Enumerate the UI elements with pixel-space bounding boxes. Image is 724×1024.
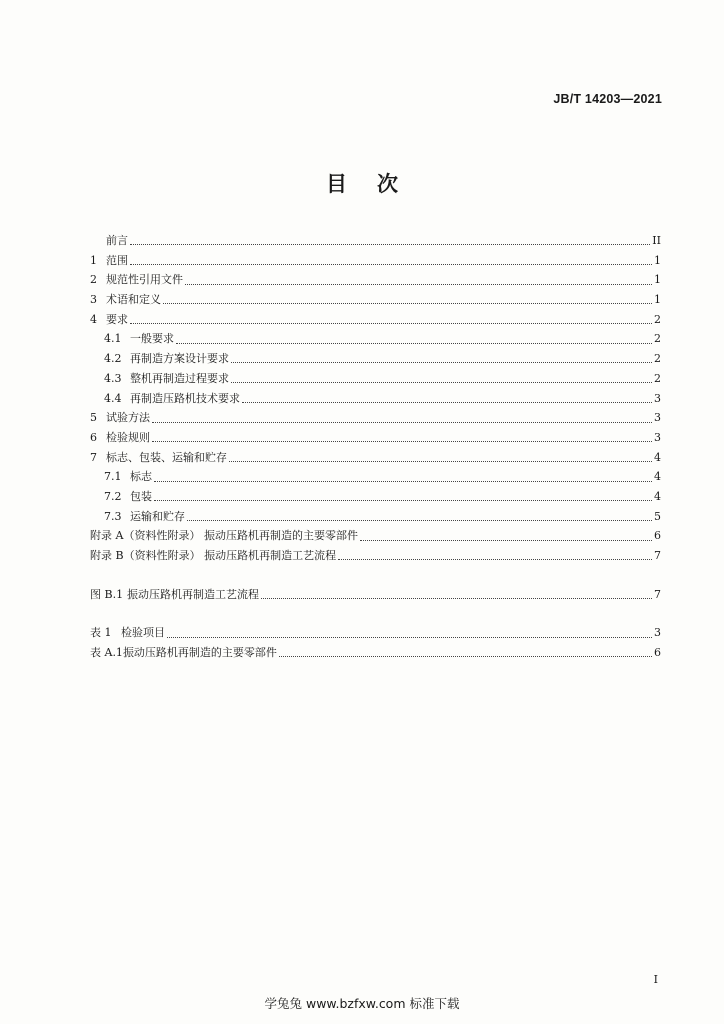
toc-entry-label: 再制造方案设计要求 — [130, 352, 229, 366]
toc-entry-label: 范围 — [106, 253, 128, 267]
dot-leader — [187, 520, 652, 521]
toc-entry[interactable] — [90, 526, 661, 546]
toc-entry-page: 7 — [654, 549, 661, 562]
dot-leader — [167, 637, 652, 638]
toc-entry[interactable] — [90, 310, 661, 330]
table-of-contents — [90, 231, 661, 663]
footer-watermark: 学兔兔 www.bzfxw.com 标准下载 — [264, 996, 460, 1011]
toc-entry-label: 检验规则 — [106, 430, 150, 444]
toc-entry-label: 标志、包装、运输和贮存 — [106, 450, 227, 464]
toc-entry-page: 4 — [654, 470, 661, 484]
toc-entry-page: 3 — [654, 391, 661, 405]
toc-entry-number: 4.1 — [104, 332, 122, 346]
toc-entry-label: 再制造压路机技术要求 — [130, 391, 240, 405]
toc-entry-label: 整机再制造过程要求 — [130, 371, 229, 385]
toc-entry-page: 2 — [654, 352, 661, 366]
toc-entry-label: （资料性附录） 振动压路机再制造工艺流程 — [123, 549, 337, 562]
toc-entry-number: 5 — [90, 411, 97, 425]
toc-entry-page: 1 — [654, 253, 661, 267]
toc-entry[interactable] — [90, 487, 661, 507]
dot-leader — [360, 540, 652, 541]
table-entry-number: 表 A.1 — [90, 646, 123, 660]
toc-entry-number: 附录 A — [90, 529, 124, 543]
toc-title-char-1: 目 — [326, 172, 347, 196]
toc-entry-label: 前言 — [106, 234, 128, 247]
toc-entry-label: 标志 — [130, 470, 152, 484]
toc-entry-number: 7.3 — [104, 509, 122, 523]
toc-entry[interactable] — [90, 369, 661, 389]
toc-entry-page: 4 — [654, 450, 661, 464]
dot-leader — [130, 244, 650, 245]
toc-entry-page: 6 — [654, 529, 661, 543]
toc-entry-page: 1 — [654, 273, 661, 287]
table-entry[interactable] — [90, 643, 661, 663]
toc-entry-page: 2 — [654, 332, 661, 346]
toc-entry-number: 2 — [90, 273, 97, 287]
toc-entry-label: 一般要求 — [130, 332, 174, 346]
figure-entry-label: 振动压路机再制造工艺流程 — [127, 587, 259, 601]
dot-leader — [185, 284, 652, 285]
table-entry-label: 检验项目 — [121, 626, 165, 640]
dot-leader — [163, 303, 652, 304]
table-entry[interactable] — [90, 623, 661, 643]
toc-entry-label: 术语和定义 — [106, 293, 161, 307]
toc-entry-label: （资料性附录） 振动压路机再制造的主要零部件 — [123, 529, 358, 543]
toc-entry[interactable] — [90, 290, 661, 310]
toc-entry-number: 4.2 — [104, 352, 122, 366]
toc-entry[interactable] — [90, 270, 661, 290]
toc-entry-number: 4.4 — [104, 391, 122, 405]
toc-entry-page: II — [652, 234, 661, 247]
toc-entry[interactable] — [90, 467, 661, 487]
toc-entry-page: 1 — [654, 293, 661, 307]
toc-entry[interactable] — [90, 546, 661, 566]
toc-entry-page: 5 — [654, 509, 661, 523]
toc-entry-page: 2 — [654, 371, 661, 385]
toc-title — [0, 168, 724, 198]
dot-leader — [242, 402, 652, 403]
dot-leader — [154, 500, 652, 501]
toc-entry-label: 规范性引用文件 — [106, 273, 183, 287]
dot-leader — [338, 559, 652, 560]
toc-entry-label: 运输和贮存 — [130, 509, 185, 523]
dot-leader — [154, 481, 652, 482]
figure-list — [90, 585, 661, 605]
toc-entry[interactable] — [90, 507, 661, 527]
toc-entries — [90, 231, 661, 566]
toc-entry-number: 7.2 — [104, 489, 122, 503]
toc-entry-number: 4.3 — [104, 371, 122, 385]
toc-entry-label: 试验方法 — [106, 411, 150, 425]
page-number: I — [653, 973, 658, 986]
toc-entry-number: 4 — [90, 312, 97, 326]
toc-entry[interactable] — [90, 428, 661, 448]
toc-entry[interactable] — [90, 349, 661, 369]
toc-entry-number: 3 — [90, 293, 97, 307]
toc-entry-label: 包装 — [130, 489, 152, 503]
figure-entry-page: 7 — [654, 587, 661, 601]
toc-entry[interactable] — [90, 231, 661, 251]
toc-entry-page: 4 — [654, 489, 661, 503]
table-entry-page: 3 — [654, 626, 661, 640]
toc-entry[interactable] — [90, 389, 661, 409]
toc-entry-number: 7.1 — [104, 470, 122, 484]
toc-title-char-2: 次 — [377, 172, 398, 196]
toc-entry-number: 6 — [90, 430, 97, 444]
toc-entry-page: 3 — [654, 411, 661, 425]
toc-entry-label: 要求 — [106, 312, 128, 326]
toc-entry-page: 3 — [654, 430, 661, 444]
dot-leader — [152, 422, 652, 423]
table-list — [90, 623, 661, 662]
toc-entry[interactable] — [90, 448, 661, 468]
figure-entry[interactable] — [90, 585, 661, 605]
toc-entry[interactable] — [90, 329, 661, 349]
dot-leader — [279, 656, 652, 657]
dot-leader — [176, 343, 652, 344]
table-entry-label: 振动压路机再制造的主要零部件 — [122, 646, 277, 660]
table-entry-page: 6 — [654, 646, 661, 660]
dot-leader — [130, 323, 652, 324]
toc-entry-number: 附录 B — [90, 549, 124, 562]
spacer — [90, 604, 661, 623]
dot-leader — [231, 382, 652, 383]
dot-leader — [231, 362, 652, 363]
toc-entry[interactable] — [90, 408, 661, 428]
toc-entry[interactable] — [90, 251, 661, 271]
toc-entry-page: 2 — [654, 312, 661, 326]
dot-leader — [152, 441, 652, 442]
spacer — [90, 566, 661, 585]
toc-entry-number: 1 — [90, 253, 97, 267]
table-entry-number: 表 1 — [90, 626, 112, 640]
dot-leader — [130, 264, 652, 265]
standard-number: JB/T 14203—2021 — [553, 92, 662, 106]
dot-leader — [261, 598, 652, 599]
dot-leader — [229, 461, 652, 462]
toc-entry-number: 7 — [90, 450, 97, 464]
figure-entry-number: 图 B.1 — [90, 587, 124, 601]
